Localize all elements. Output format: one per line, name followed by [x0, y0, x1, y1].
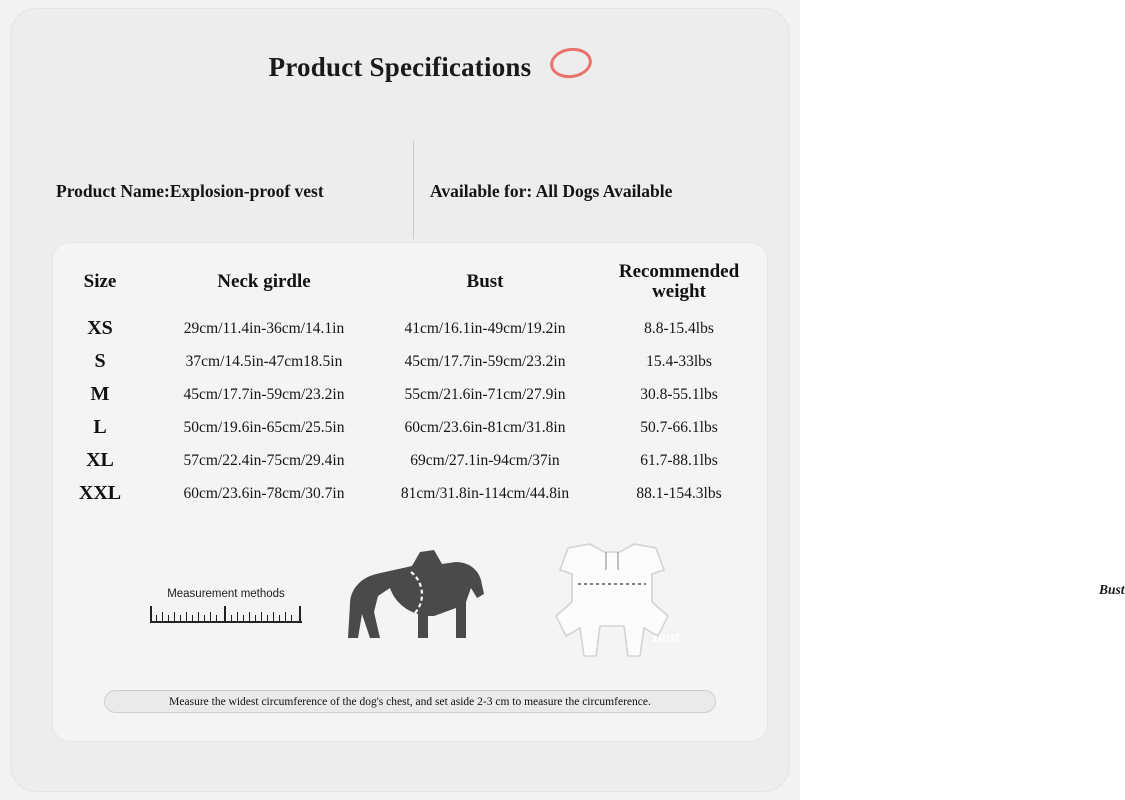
- size-table: [52, 260, 768, 510]
- measurement-methods-label: Measurement methods: [167, 588, 285, 600]
- table-row: [52, 378, 768, 411]
- cell-size: XS: [87, 317, 113, 340]
- table-row: [52, 411, 768, 444]
- cell-size: S: [94, 350, 106, 373]
- table-row: [52, 312, 768, 345]
- table-row: [52, 345, 768, 378]
- cell-neck: 50cm/19.6in-65cm/25.5in: [183, 418, 345, 436]
- vertical-divider: [413, 141, 414, 239]
- column-header-bust: Bust: [466, 271, 504, 293]
- cell-weight: 61.7-88.1lbs: [640, 451, 718, 469]
- available-for-label: Available for: All Dogs Available: [430, 181, 673, 201]
- table-row: [52, 444, 768, 477]
- cell-bust: 55cm/21.6in-71cm/27.9in: [404, 385, 566, 403]
- cell-weight: 15.4-33lbs: [646, 352, 712, 370]
- size-chart-card: [52, 242, 1125, 742]
- cell-size: XXL: [78, 482, 122, 505]
- product-info-row: [46, 163, 758, 219]
- cell-weight: 50.7-66.1lbs: [640, 418, 718, 436]
- column-header-size: Size: [83, 271, 117, 293]
- measurement-note: Measure the widest circumference of the dog's chest, and set aside 2-3 cm to measure the circumference.: [104, 690, 716, 713]
- column-header-neck-girdle: Neck girdle: [217, 271, 311, 293]
- measurement-method-block: [146, 588, 306, 625]
- cell-bust: 60cm/23.6in-81cm/31.8in: [404, 418, 566, 436]
- cell-neck: 37cm/14.5in-47cm18.5in: [185, 352, 343, 370]
- figures-area: [52, 540, 1125, 680]
- table-header-row: [52, 260, 768, 312]
- page-title: Product Specifications: [268, 52, 532, 82]
- cell-neck: 60cm/23.6in-78cm/30.7in: [183, 484, 345, 502]
- cell-weight: 88.1-154.3lbs: [636, 484, 722, 502]
- cell-neck: 57cm/22.4in-75cm/29.4in: [183, 451, 345, 469]
- dog-silhouette-icon: [316, 542, 680, 667]
- outer-card: [10, 8, 1125, 792]
- cell-neck: 45cm/17.7in-59cm/23.2in: [183, 385, 345, 403]
- dog-bust-label: Bust: [652, 630, 680, 646]
- column-header-recommended-weight: Recommended weight: [618, 261, 740, 303]
- cell-bust: 81cm/31.8in-114cm/44.8in: [400, 484, 570, 502]
- ruler-icon: [150, 603, 302, 625]
- cell-bust: 69cm/27.1in-94cm/37in: [410, 451, 560, 469]
- cell-weight: 30.8-55.1lbs: [640, 385, 718, 403]
- product-name-label: Product Name:Explosion-proof vest: [56, 181, 324, 201]
- cell-neck: 29cm/11.4in-36cm/14.1in: [183, 319, 345, 337]
- cell-weight: 8.8-15.4lbs: [644, 319, 714, 337]
- cell-size: M: [90, 383, 110, 406]
- cell-size: L: [93, 416, 107, 439]
- vest-illustration-icon: [532, 540, 1125, 667]
- cell-bust: 41cm/16.1in-49cm/19.2in: [404, 319, 566, 337]
- vest-bust-label: Bust: [1099, 582, 1125, 597]
- table-row: [52, 477, 768, 510]
- cell-size: XL: [86, 449, 114, 472]
- cell-bust: 45cm/17.7in-59cm/23.2in: [404, 352, 566, 370]
